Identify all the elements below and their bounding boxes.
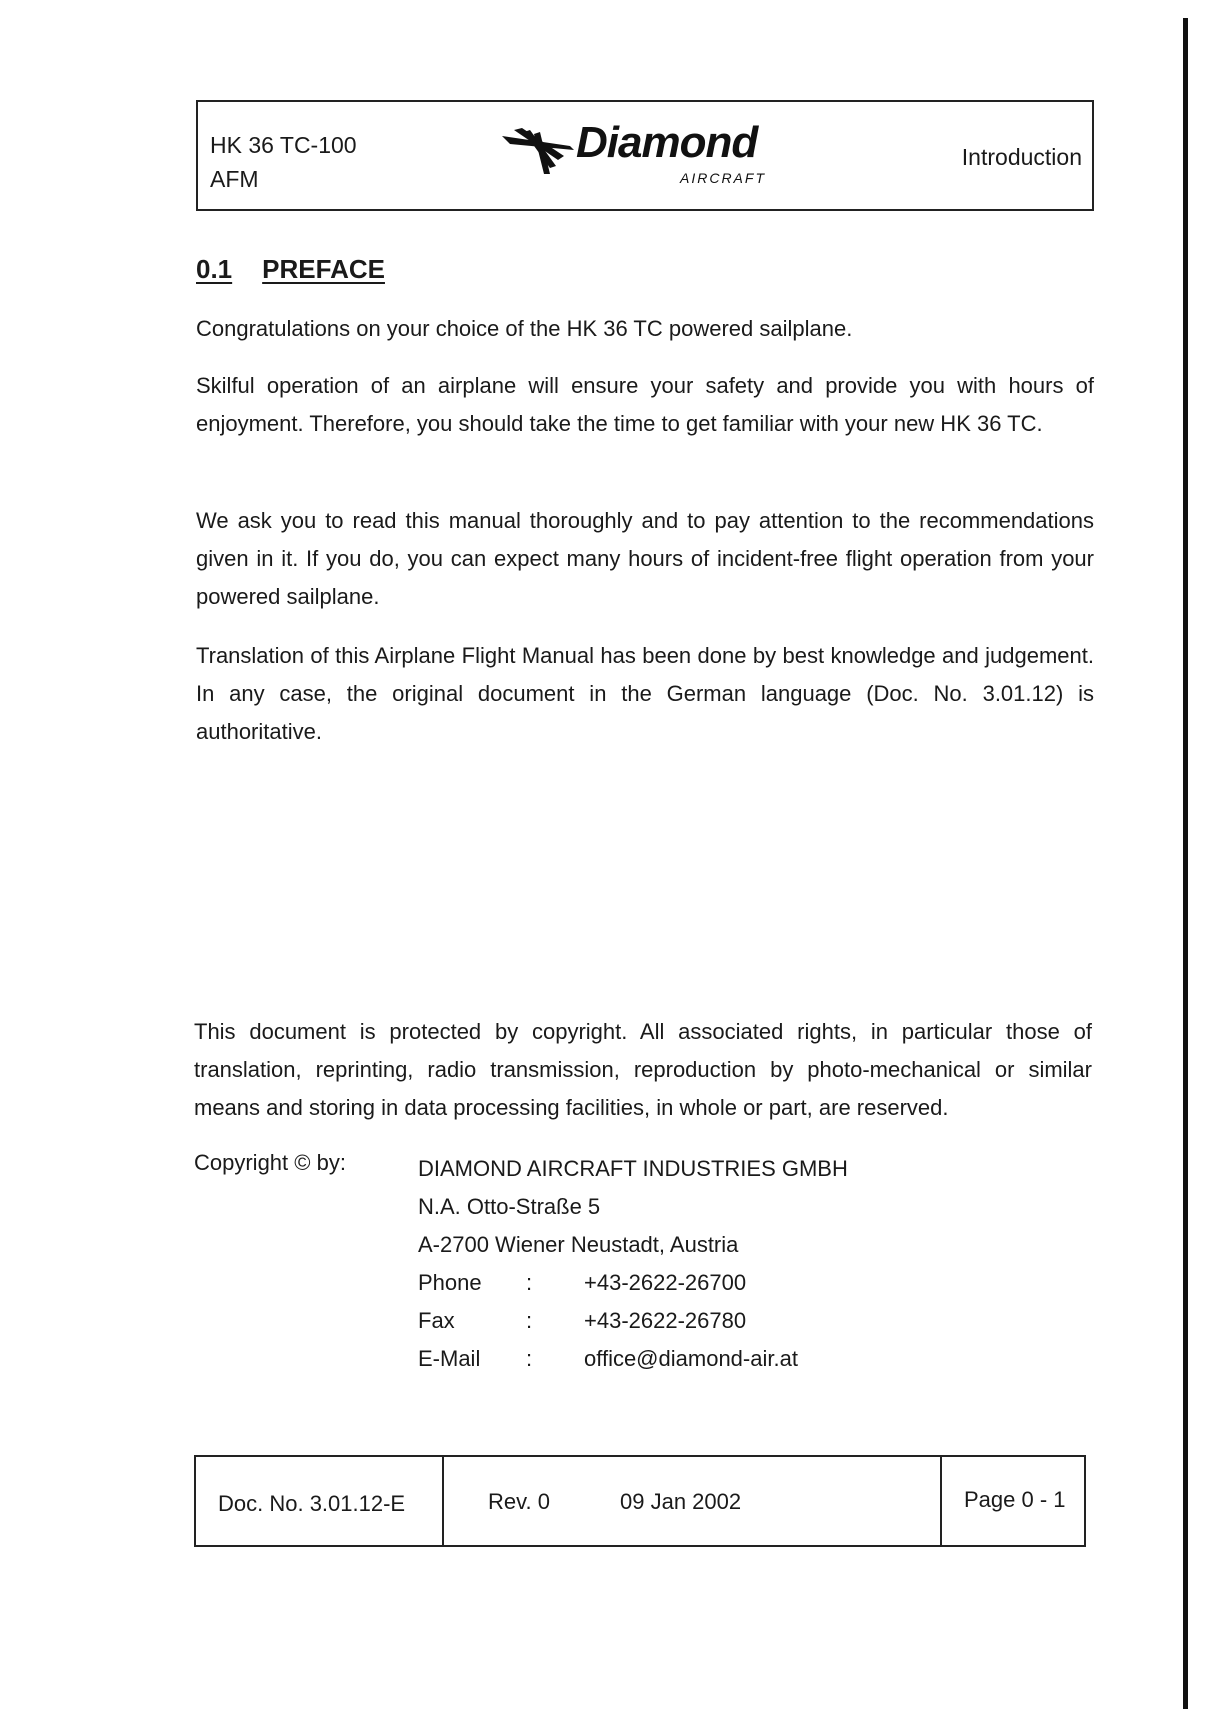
section-heading xyxy=(196,254,385,285)
section-title: PREFACE xyxy=(262,254,385,284)
contact-value: +43-2622-26700 xyxy=(584,1270,747,1295)
contact-value: +43-2622-26780 xyxy=(584,1308,747,1333)
contact-key: Fax xyxy=(418,1308,455,1333)
logo-wordmark: Diamond xyxy=(576,118,758,167)
document-type: AFM xyxy=(210,166,259,192)
contact-key: Phone xyxy=(418,1270,482,1295)
company-name: DIAMOND AIRCRAFT INDUSTRIES GMBH xyxy=(418,1156,848,1181)
company-street: N.A. Otto-Straße 5 xyxy=(418,1194,601,1219)
aircraft-model: HK 36 TC-100 xyxy=(210,132,357,158)
paragraph-read-manual: We ask you to read this manual thoroughly and to pay attention to the recommendations given in it. If you do, you can expect many hours of incident-free flight operation from your powered sailplane. xyxy=(196,508,1094,609)
section-name: Introduction xyxy=(961,144,1082,170)
doc-number: Doc. No. 3.01.12-E xyxy=(218,1491,406,1516)
footer-page-cell xyxy=(940,1457,1084,1545)
contact-phone xyxy=(418,1264,1018,1302)
page-header xyxy=(196,100,1094,211)
page-edge-rule xyxy=(1183,18,1188,1709)
header-left xyxy=(210,128,357,196)
revision-date: 09 Jan 2002 xyxy=(620,1489,742,1514)
footer-doc-cell xyxy=(196,1457,444,1545)
contact-fax xyxy=(418,1302,1018,1340)
copyright-notice: This document is protected by copyright. All associated rights, in particular those of translation, reprinting, radio transmission, reproduction by photo-mechanical or similar means and storing in data processing facilities, in whole or part, are reserved. xyxy=(194,1019,1092,1120)
page-number: Page 0 - 1 xyxy=(964,1487,1066,1512)
contact-sep: : xyxy=(526,1308,533,1333)
revision: Rev. 0 xyxy=(488,1489,550,1514)
diamond-wing-icon xyxy=(500,126,576,176)
footer-revision-cell xyxy=(442,1457,942,1545)
section-number: 0.1 xyxy=(196,254,233,284)
paragraph-translation: Translation of this Airplane Flight Manual has been done by best knowledge and judgement. In any case, the original document in the German language (Doc. No. 3.01.12) is authoritative. xyxy=(196,643,1094,744)
company-address xyxy=(418,1150,1018,1378)
paragraph-intro: Congratulations on your choice of the HK 36 TC powered sailplane. xyxy=(196,316,853,341)
contact-sep: : xyxy=(526,1270,533,1295)
diamond-logo xyxy=(500,118,790,188)
paragraph-operation: Skilful operation of an airplane will ensure your safety and provide you with hours of enjoyment. Therefore, you should take the time to get familiar with your new HK 36 TC. xyxy=(196,373,1094,436)
contact-key: E-Mail xyxy=(418,1346,481,1371)
company-city: A-2700 Wiener Neustadt, Austria xyxy=(418,1232,739,1257)
contact-email xyxy=(418,1340,1018,1378)
contact-value: office@diamond-air.at xyxy=(584,1346,798,1371)
contact-sep: : xyxy=(526,1346,533,1371)
logo-subtitle: AIRCRAFT xyxy=(680,170,766,186)
copyright-label: Copyright © by: xyxy=(194,1150,346,1175)
page-footer xyxy=(194,1455,1086,1547)
